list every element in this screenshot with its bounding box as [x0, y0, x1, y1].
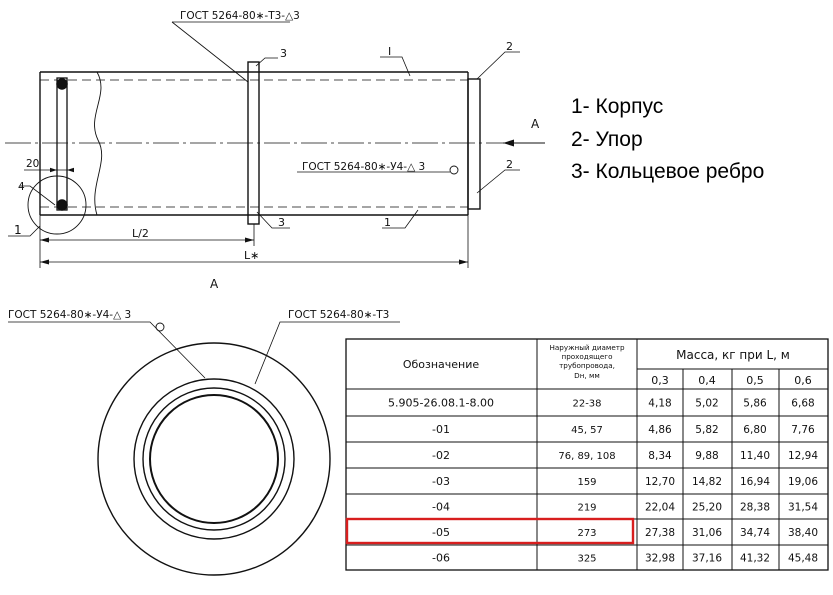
cell-diameter: 45, 57	[571, 425, 603, 436]
legend-item-3: 3- Кольцевое ребро	[571, 160, 765, 183]
cell-mass: 16,94	[739, 476, 771, 488]
leader-2-bottom	[477, 170, 520, 193]
table-row	[432, 552, 818, 565]
cell-designation: -04	[432, 500, 450, 514]
dim-20-label: 20	[26, 158, 40, 170]
cell-diameter: 22-38	[572, 398, 602, 410]
weld-note-top: ГОСТ 5264-80∗-Т3-△3	[180, 10, 300, 22]
table-row	[432, 475, 818, 488]
top-note-leader	[172, 22, 248, 82]
cell-mass: 5,02	[695, 397, 719, 410]
cell-mass: 4,86	[648, 424, 672, 436]
dim-length-label: L∗	[244, 249, 260, 262]
view-arrow-label: A	[531, 117, 540, 131]
rib-outer-circle	[98, 343, 330, 575]
weld-marker-section	[156, 323, 164, 331]
cell-mass: 5,82	[695, 424, 719, 436]
break-line	[95, 72, 102, 215]
table-row	[432, 501, 818, 514]
pipe-outer-circle	[134, 379, 294, 539]
length-header-3: 0,5	[746, 374, 764, 387]
cell-diameter: 159	[577, 477, 597, 488]
cell-mass: 28,38	[739, 501, 771, 514]
header-diameter-line-2: проходящего	[561, 352, 613, 361]
cell-mass: 38,40	[787, 527, 819, 539]
weld-dot-bottom	[57, 200, 67, 210]
cell-mass: 45,48	[787, 552, 819, 565]
weld-note-section-left: ГОСТ 5264-80∗-У4-△ 3	[8, 309, 132, 321]
view-arrow-head	[503, 140, 514, 147]
mass-table	[346, 339, 828, 570]
section-view	[8, 322, 400, 575]
cell-mass: 41,32	[739, 552, 771, 565]
cell-diameter: 273	[577, 528, 597, 539]
part-label-1-bottom: 1	[384, 216, 391, 229]
cell-designation: -05	[432, 526, 450, 539]
header-diameter-line-3: трубопровода,	[559, 361, 615, 370]
part-label-2-top: 2	[506, 40, 513, 53]
length-header-2: 0,4	[698, 374, 716, 387]
cell-diameter: 76, 89, 108	[558, 451, 616, 462]
cell-designation: 5.905-26.08.1-8.00	[388, 396, 494, 410]
cell-designation: -01	[432, 423, 450, 436]
cell-mass: 27,38	[644, 527, 676, 539]
cell-mass: 34,74	[739, 527, 771, 539]
cell-mass: 14,82	[691, 476, 723, 488]
length-header-1: 0,3	[651, 374, 669, 387]
cell-diameter: 325	[577, 553, 597, 565]
table-row	[388, 397, 815, 410]
part-label-2-bottom: 2	[506, 158, 513, 171]
right-stop	[468, 79, 480, 209]
part-label-3-bottom: 3	[278, 216, 285, 229]
dim-half-length-label: L/2	[132, 227, 149, 240]
leader-1-top	[380, 57, 410, 76]
part-label-1-top: I	[388, 45, 392, 58]
legend	[571, 95, 764, 183]
leader-1-detail	[8, 226, 40, 236]
table-row	[432, 449, 818, 462]
table-row	[432, 526, 818, 539]
leader-4	[20, 186, 55, 205]
part-label-3-top: 3	[280, 47, 287, 60]
bore-circle	[150, 395, 278, 523]
cell-mass: 7,76	[791, 424, 815, 436]
cell-mass: 5,86	[743, 397, 767, 410]
cell-mass: 22,04	[644, 501, 676, 514]
header-diameter-line-1: Наружный диаметр	[549, 343, 625, 352]
cell-mass: 12,70	[644, 476, 676, 488]
weld-note-section-right: ГОСТ 5264-80∗-Т3	[288, 309, 390, 321]
cell-mass: 9,88	[695, 450, 719, 462]
length-header-4: 0,6	[794, 374, 812, 387]
leader-2-top	[477, 52, 520, 79]
cell-diameter: 219	[577, 502, 597, 514]
cell-mass: 31,54	[787, 501, 819, 514]
pipe-inner-circle	[143, 388, 285, 530]
cell-mass: 25,20	[691, 501, 723, 514]
header-designation: Обозначение	[402, 358, 480, 371]
header-diameter-line-4: Dн, мм	[574, 371, 600, 380]
cell-mass: 8,34	[648, 450, 672, 462]
cell-mass: 4,18	[648, 397, 672, 410]
table-body	[388, 397, 818, 565]
cell-mass: 31,06	[691, 527, 723, 539]
cell-mass: 19,06	[787, 476, 819, 488]
end-stop-plate	[57, 78, 67, 210]
weld-dot-top	[57, 79, 67, 89]
cell-designation: -06	[432, 551, 450, 565]
cell-mass: 6,68	[791, 397, 815, 410]
cell-designation: -02	[432, 449, 450, 462]
leader-note-right	[255, 322, 400, 384]
part-label-4: 4	[18, 181, 25, 193]
cell-mass: 32,98	[644, 552, 676, 565]
cell-mass: 6,80	[743, 424, 767, 436]
weld-note-mid: ГОСТ 5264-80∗-У4-△ 3	[302, 161, 426, 173]
cell-mass: 11,40	[739, 450, 771, 462]
table-row	[432, 423, 815, 436]
side-view	[5, 22, 545, 268]
cell-mass: 12,94	[787, 450, 819, 462]
legend-item-2: 2- Упор	[571, 128, 643, 151]
legend-item-1: 1- Корпус	[571, 95, 664, 118]
header-mass: Масса, кг при L, м	[676, 348, 790, 362]
weld-marker-mid	[450, 166, 458, 174]
cell-designation: -03	[432, 475, 450, 488]
cell-mass: 37,16	[691, 552, 723, 565]
view-a-title: A	[210, 277, 219, 291]
part-label-1-detail: 1	[14, 223, 22, 237]
